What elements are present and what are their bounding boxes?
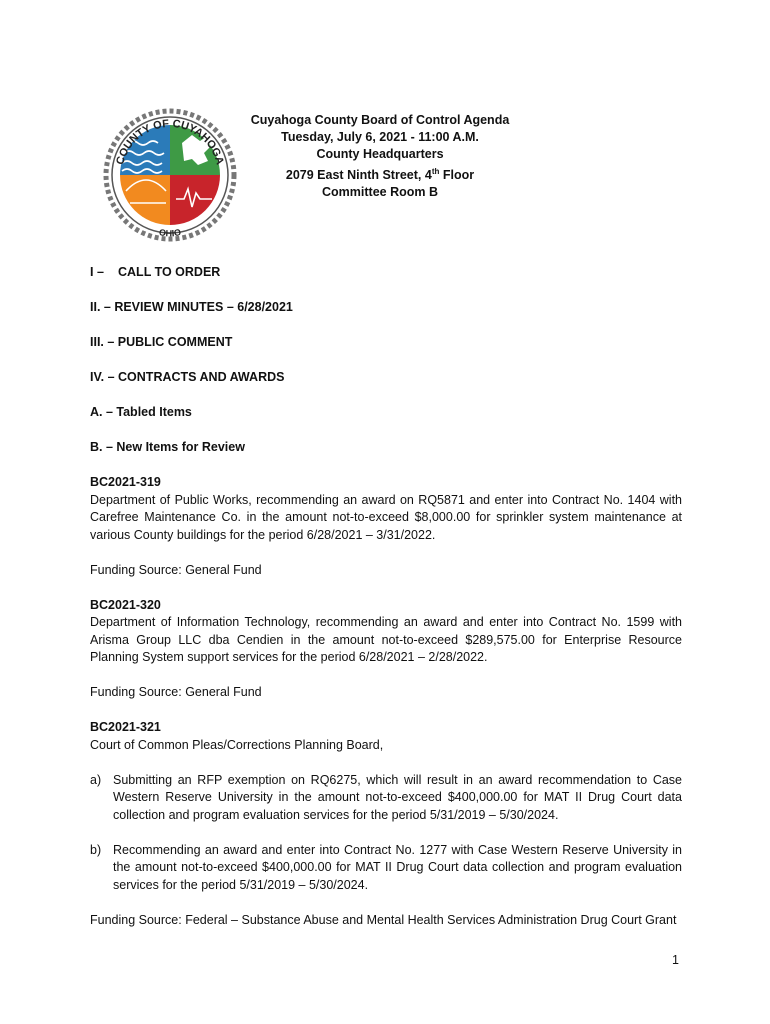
- meeting-address: 2079 East Ninth Street, 4th Floor: [285, 167, 475, 182]
- funding-source: Funding Source: General Fund: [90, 685, 262, 699]
- page-number: 1: [672, 953, 679, 967]
- section-call-to-order: I – CALL TO ORDER: [90, 265, 221, 279]
- list-item: b) Recommending an award and enter into Contract No. 1277 with Case Western Reserve University in the amount not-to-exceed $400,000.00 for MAT II Drug Court data collection and program evaluation services for the period 5/31/2019 – 5/30/2024.: [90, 842, 682, 892]
- item-id: BC2021-319: [90, 475, 161, 489]
- meeting-date: Tuesday, July 6, 2021 - 11:00 A.M.: [281, 130, 479, 144]
- item-description: Court of Common Pleas/Corrections Planning Board,: [90, 737, 384, 752]
- section-contracts-awards: IV. – CONTRACTS AND AWARDS: [90, 370, 285, 384]
- section-public-comment: III. – PUBLIC COMMENT: [90, 335, 233, 349]
- item-description: Department of Public Works, recommending an award on RQ5871 and enter into Contract No. 1404 with Carefree Maintenance Co. in the amount not-to-exceed $8,000.00 for sprinkler system maintenance at various County buildings for the period 6/28/2021 – 3/31/2022.: [90, 492, 682, 542]
- agenda-title: Cuyahoga County Board of Control Agenda: [250, 113, 510, 127]
- agenda-header: [230, 112, 530, 201]
- meeting-room: Committee Room B: [322, 185, 438, 199]
- section-tabled-items: A. – Tabled Items: [90, 405, 192, 419]
- agenda-body: [90, 264, 682, 929]
- funding-source: Funding Source: General Fund: [90, 562, 262, 577]
- county-seal-logo: [100, 103, 240, 248]
- logo-bottom-text: OHIO: [158, 227, 182, 239]
- meeting-venue: County Headquarters: [316, 147, 444, 161]
- item-description: Department of Information Technology, recommending an award and enter into Contract No. 1599 with Arisma Group LLC dba Cendien in the amount not-to-exceed $289,575.00 for Enterprise Resource Planning System support services for the period 6/28/2021 – 2/28/2022.: [90, 615, 682, 664]
- funding-source: Funding Source: Federal – Substance Abuse and Mental Health Services Administration Drug Court Grant: [90, 912, 677, 927]
- section-review-minutes: II. – REVIEW MINUTES – 6/28/2021: [90, 300, 293, 314]
- item-id: BC2021-321: [90, 720, 161, 734]
- list-item: a) Submitting an RFP exemption on RQ6275, which will result in an award recommendation to Case Western Reserve University in the amount not-to-exceed $400,000.00 for MAT II Drug Court data collection and program evaluation services for the period 5/31/2019 – 5/30/2024.: [90, 772, 682, 822]
- section-new-items: B. – New Items for Review: [90, 440, 245, 454]
- svg-text:OHIO: [158, 227, 182, 238]
- logo-top-text: COUNTY OF CUYAHOGA: [114, 117, 226, 167]
- item-id: BC2021-320: [90, 597, 161, 612]
